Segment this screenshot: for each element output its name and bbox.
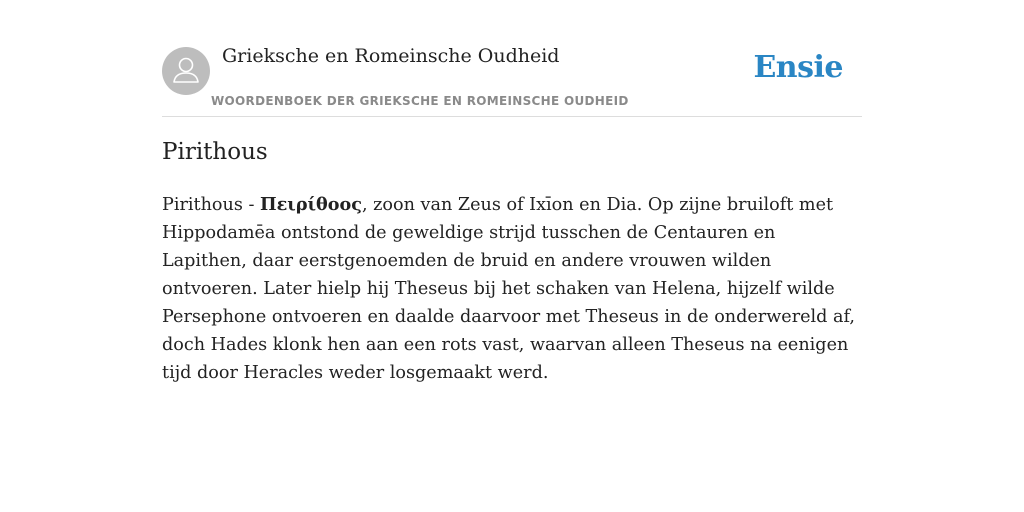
ensie-logo[interactable]: Ensie [753,50,843,85]
entry-greek: Πειρίθοος [260,194,362,215]
user-avatar-icon[interactable] [162,47,210,95]
entry-definition: , zoon van Zeus of Ixīon en Dia. Op zijne bruiloft met Hippodamēa ontstond de geweldige strijd tusschen de Centauren en Lapithen, daar eerstgenoemden de bruid en andere vrouwen wilden ontvoeren. Later hielp hij Theseus bij het schaken van Helena, hijzelf wilde Persephone ontvoeren en daalde daarvoor met Theseus in de onderwereld af, doch Hades klonk hen aan een rots vast, waarvan alleen Theseus na eenigen tijd door Heracles weder losgemaakt werd. [162,195,855,383]
entry-lemma: Pirithous [162,195,243,215]
source-title-link[interactable]: Grieksche en Romeinsche Oudheid [222,45,560,67]
entry-body [162,191,862,387]
entry-separator: - [242,195,260,215]
source-header [162,40,862,117]
entry-title: Pirithous [162,139,268,165]
source-subtitle: WOORDENBOEK DER GRIEKSCHE EN ROMEINSCHE OUDHEID [211,94,629,108]
